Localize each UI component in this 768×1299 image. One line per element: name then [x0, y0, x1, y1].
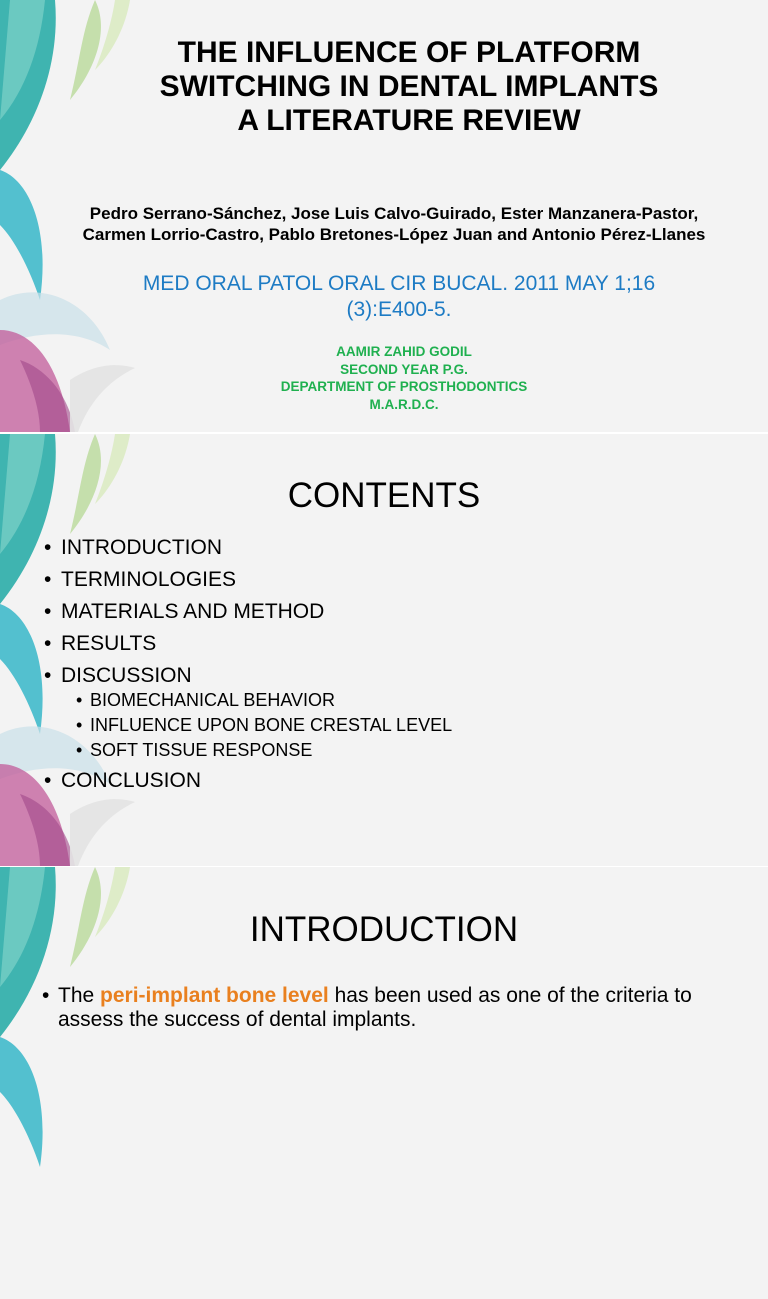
introduction-heading: INTRODUCTION	[249, 910, 519, 949]
presenter-info	[150, 343, 658, 413]
list-item: • RESULTS	[44, 628, 324, 660]
presenter-year: SECOND YEAR P.G.	[340, 361, 468, 377]
list-item: • INTRODUCTION	[44, 532, 324, 564]
presenter-department: DEPARTMENT OF PROSTHODONTICS	[280, 379, 528, 394]
bullet-icon: •	[42, 984, 50, 1007]
list-item: • TERMINOLOGIES	[44, 564, 324, 596]
contents-list-end	[44, 765, 201, 797]
authors-text: Pedro Serrano-Sánchez, Jose Luis Calvo-Guirado, Ester Manzanera-Pastor, Carmen Lorrio-Castro, Pablo Bretones-López Juan and Antonio Pérez-Llanes	[82, 204, 706, 244]
sublist-item: • BIOMECHANICAL BEHAVIOR	[76, 688, 452, 713]
journal-citation	[90, 271, 708, 323]
highlighted-term: peri-implant bone level	[100, 984, 329, 1007]
discussion-sublist	[60, 688, 452, 763]
title-slide	[0, 0, 768, 432]
contents-slide	[0, 434, 768, 866]
presentation-title	[60, 36, 758, 138]
list-item: • MATERIALS AND METHOD	[44, 596, 324, 628]
citation-line: MED ORAL PATOL ORAL CIR BUCAL. 2011 MAY 1;16	[142, 272, 656, 295]
title-line: SWITCHING IN DENTAL IMPLANTS	[159, 70, 659, 103]
title-line: A LITERATURE REVIEW	[237, 104, 581, 137]
sublist-item: • INFLUENCE UPON BONE CRESTAL LEVEL	[76, 713, 452, 738]
contents-list	[44, 532, 324, 692]
contents-heading: CONTENTS	[287, 476, 481, 515]
citation-line: (3):E400-5.	[346, 298, 452, 321]
introduction-slide	[0, 867, 768, 1299]
intro-bullet	[42, 984, 708, 1032]
bullet-text-post: has been used as one of the criteria to assess the success of dental implants.	[58, 984, 692, 1031]
bullet-text-pre: The	[58, 984, 101, 1007]
presenter-institution: M.A.R.D.C.	[369, 396, 439, 412]
title-line: THE INFLUENCE OF PLATFORM	[177, 36, 641, 69]
list-item: • DISCUSSION	[44, 660, 324, 692]
list-item: • CONCLUSION	[44, 765, 201, 797]
sublist-item: • SOFT TISSUE RESPONSE	[76, 738, 452, 763]
presenter-name: AAMIR ZAHID GODIL	[336, 344, 472, 359]
